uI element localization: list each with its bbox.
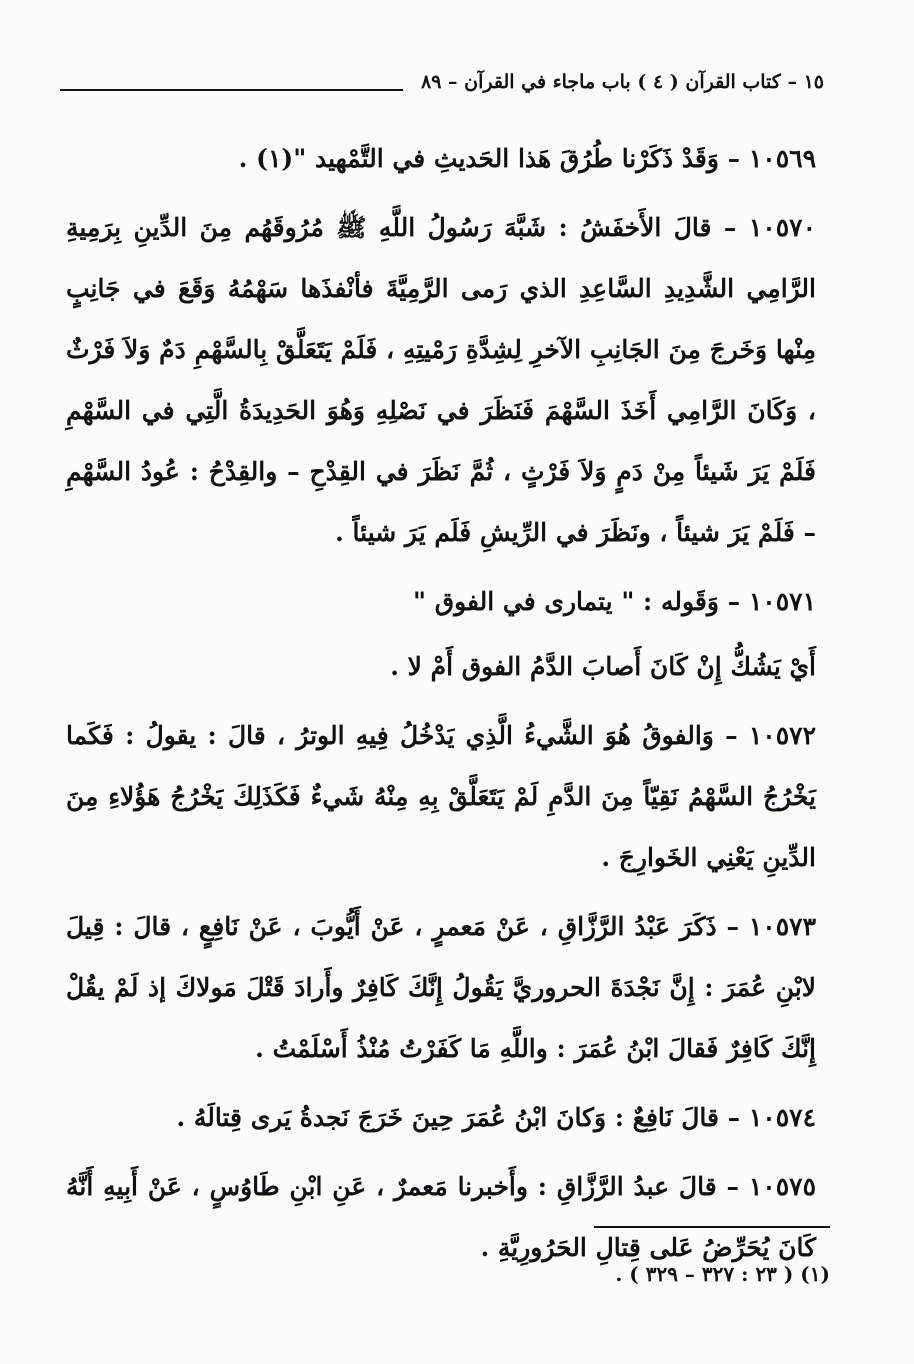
paragraph-10570: ١٠٥٧٠ – قالَ الأَخفَشُ : شَبَّهَ رَسُولُ اللَّهِ ﷺ مُرُوقَهُم مِنَ الدِّينِ بِرَمِيةِ الرَّامِي الشَّدِيدِ السَّاعِدِ الذي رَمى الرَّمِيَّةَ فأنْفذَها سَهْمُهُ وَقَعَ في جَانِبٍ مِنْها وَخَرجَ مِنَ الجَانِبِ الآخرِ لِشِدَّةِ رَمْيتِهِ ، فَلَمْ يَتَعَلَّقْ بِالسَّهْمِ دَمٌ وَلاَ فَرْثٌ ، وَكَانَ الرَّامِي أَخَذَ السَّهْمَ فَنَظَرَ في نَصْلِهِ وَهُوَ الحَدِيدَةُ الَّتِي في السَّهْمِ فَلَمْ يَرَ شَيئاً مِنْ دَمٍ وَلاَ فَرْثٍ ، ثُمَّ نَظَرَ في القِدْحِ – والقِدْحُ : عُودُ السَّهْمِ – فَلَمْ يَرَ شيئاً ، ونَظَرَ في الرِّيشِ فَلَم يَرَ شيئاً . [66, 213, 816, 547]
header-title: ١٥ – كتاب القرآن ( ٤ ) باب ماجاء في القرآن – ٨٩ [421, 71, 824, 93]
footnote-1: (١) ( ٢٣ : ٣٢٧ – ٣٢٩ ) . [615, 1262, 830, 1286]
paragraph-10575: ١٠٥٧٥ – قالَ عبدُ الرَّزَّاقِ : وأَخبرنا مَعمرٌ ، عَنِ ابْنِ طَاوُسٍ ، عَنْ أَبِيهِ أَنَّهُ كَانَ يُحَرِّضُ عَلى قِتالِ الحَرُورِيَّةِ . [66, 1172, 816, 1262]
paragraph-10571-gloss: أَيْ يَشُكُّ إِنْ كَانَ أَصابَ الدَّمُ الفوق أَمْ لا . [390, 652, 816, 681]
paragraph-10573: ١٠٥٧٣ – ذَكَرَ عَبْدُ الرَّزَّاقِ ، عَنْ مَعمرٍ ، عَنْ أَيُّوبَ ، عَنْ نَافِعٍ ، قالَ : قِيلَ لابْنِ عُمَرَ : إِنَّ نَجْدَةَ الحروريَّ يَقُولُ إِنَّكَ كَافِرٌ وأَرادَ قَتْلَ مَولاكَ إذ لَمْ يقُلْ إِنَّكَ كَافِرٌ فَقالَ ابْنُ عُمَرَ : واللَّهِ مَا كَفَرْتُ مُنْذُ أَسْلَمْتُ . [66, 912, 816, 1063]
main-text [66, 128, 816, 1286]
paragraph-10571: ١٠٥٧١ – وَقَوله : " يتمارى في الفوق " [412, 587, 816, 616]
paragraph-10574: ١٠٥٧٤ – قالَ نَافِعٌ : وَكانَ ابْنُ عُمَرَ حِينَ خَرَجَ نَجدةُ يَرى قِتالَهُ . [176, 1103, 816, 1132]
footnote-rule [594, 1226, 830, 1228]
running-header [60, 62, 824, 102]
paragraph-10572: ١٠٥٧٢ – وَالفوقُ هُوَ الشَّيءُ الَّذِي يَدْخُلُ فِيهِ الوترُ ، قالَ : يقولُ : فَكَما يَخْرُجُ السَّهْمُ نَقِيّاً مِنَ الدَّمِ لَمْ يَتَعَلَّقْ بِهِ مِنْهُ شَيءٌ فَكَذَلِكَ يَخْرُجُ هَؤُلاءِ مِنَ الدِّينِ يَعْنِي الخَوارِجَ . [66, 721, 816, 872]
paragraph-10569: ١٠٥٦٩ – وَقَدْ ذَكَرْنا طُرُقَ هَذا الحَديثِ في التَّمْهيد "(١) . [238, 144, 816, 173]
header-rule [60, 89, 403, 91]
